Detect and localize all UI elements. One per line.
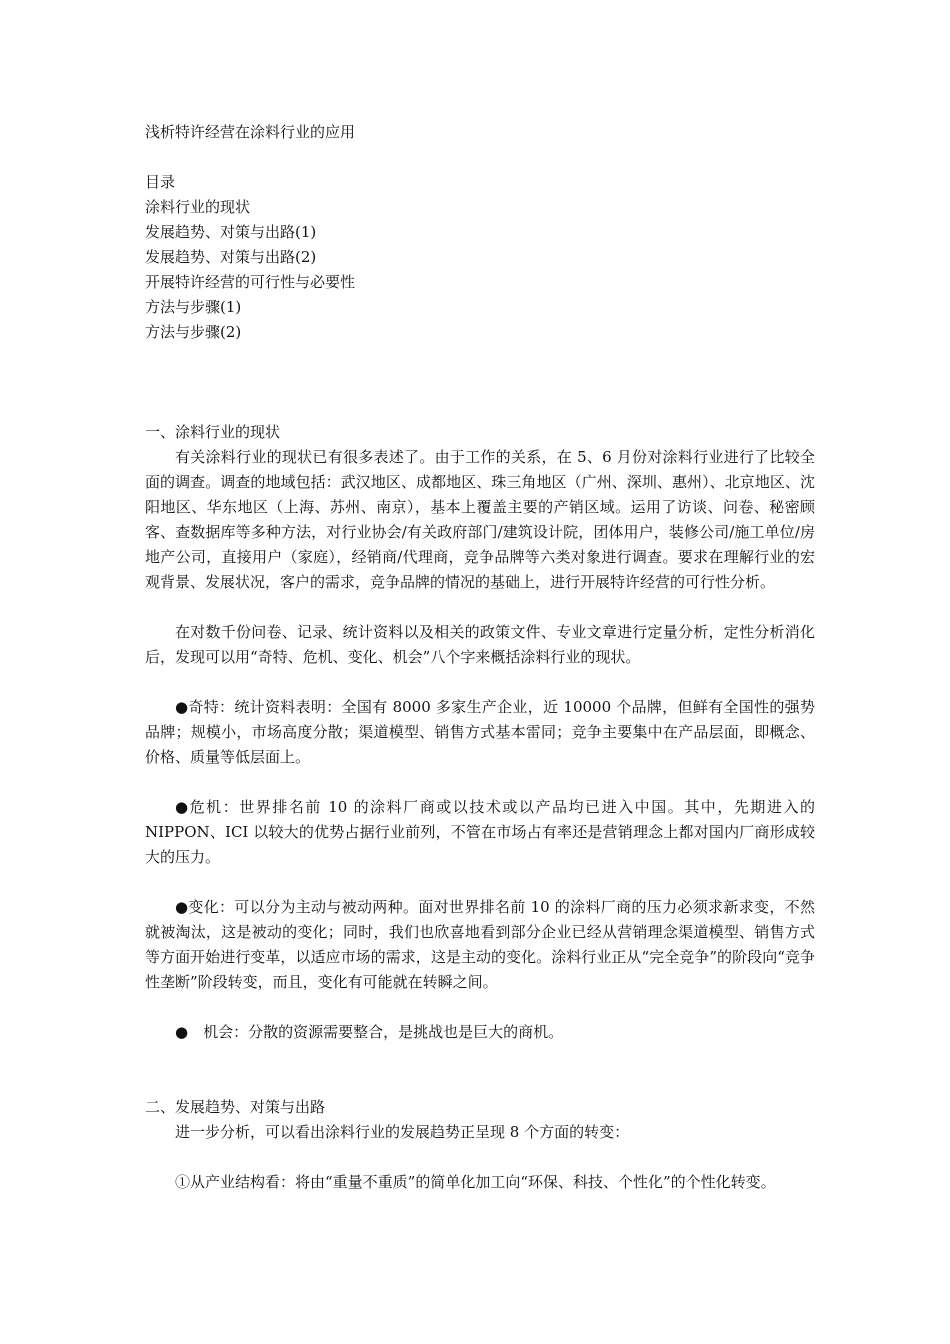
section-1 — [145, 420, 815, 1045]
toc-item[interactable]: 发展趋势、对策与出路(1) — [145, 223, 317, 241]
toc-item[interactable]: 涂料行业的现状 — [145, 198, 251, 216]
section-heading: 二、发展趋势、对策与出路 — [145, 1098, 326, 1116]
toc-heading: 目录 — [145, 173, 176, 191]
toc-item[interactable]: 方法与步骤(1) — [145, 298, 242, 316]
paragraph: 在对数千份问卷、记录、统计资料以及相关的政策文件、专业文章进行定量分析，定性分析消化后，发现可以用“奇特、危机、变化、机会”八个字来概括涂料行业的现状。 — [145, 623, 815, 666]
table-of-contents — [145, 170, 815, 345]
document-page — [145, 120, 815, 1195]
paragraph: ①从产业结构看：将由“重量不重质”的简单化加工向“环保、科技、个性化”的个性化转变。 — [175, 1173, 776, 1191]
toc-item[interactable]: 开展特许经营的可行性与必要性 — [145, 273, 356, 291]
toc-item[interactable]: 发展趋势、对策与出路(2) — [145, 248, 317, 266]
section-2 — [145, 1095, 815, 1195]
bullet-paragraph: ●变化：可以分为主动与被动两种。面对世界排名前 10 的涂料厂商的压力必须求新求变，不然就被淘汰，这是被动的变化；同时，我们也欣喜地看到部分企业已经从营销理念渠道模型、销售方式等方面开始进行变革，以适应市场的需求，这是主动的变化。涂料行业正从“完全竞争”的阶段向“竞争性垄断”阶段转变，而且，变化有可能就在转瞬之间。 — [145, 898, 815, 991]
paragraph: 有关涂料行业的现状已有很多表述了。由于工作的关系，在 5、6 月份对涂料行业进行了比较全面的调查。调查的地域包括：武汉地区、成都地区、珠三角地区（广州、深圳、惠州）、北京地区、沈阳地区、华东地区（上海、苏州、南京），基本上覆盖主要的产销区域。运用了访谈、问卷、秘密顾客、查数据库等多种方法，对行业协会/有关政府部门/建筑设计院，团体用户，装修公司/施工单位/房地产公司，直接用户（家庭），经销商/代理商，竞争品牌等六类对象进行调查。要求在理解行业的宏观背景、发展状况，客户的需求，竞争品牌的情况的基础上，进行开展特许经营的可行性分析。 — [145, 448, 815, 591]
toc-item[interactable]: 方法与步骤(2) — [145, 323, 242, 341]
bullet-paragraph: ●奇特：统计资料表明：全国有 8000 多家生产企业，近 10000 个品牌，但鲜有全国性的强势品牌；规模小，市场高度分散；渠道模型、销售方式基本雷同；竞争主要集中在产品层面，即概念、价格、质量等低层面上。 — [145, 698, 815, 766]
section-heading: 一、涂料行业的现状 — [145, 423, 281, 441]
bullet-paragraph: ● 机会：分散的资源需要整合，是挑战也是巨大的商机。 — [175, 1023, 564, 1041]
bullet-paragraph: ●危机：世界排名前 10 的涂料厂商或以技术或以产品均已进入中国。其中，先期进入的 NIPPON、ICI 以较大的优势占据行业前列，不管在市场占有率还是营销理念上都对国内厂商形成较大的压力。 — [145, 798, 815, 866]
document-title: 浅析特许经营在涂料行业的应用 — [145, 123, 356, 141]
paragraph: 进一步分析，可以看出涂料行业的发展趋势正呈现 8 个方面的转变： — [175, 1123, 630, 1141]
